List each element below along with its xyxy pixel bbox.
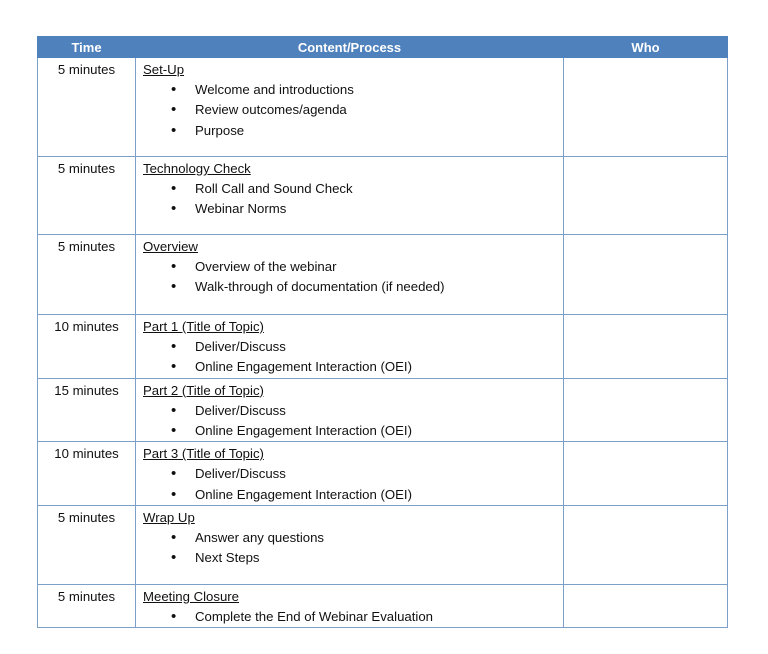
time-cell: 10 minutes (38, 315, 136, 379)
topic-title: Part 3 (Title of Topic) (143, 446, 264, 462)
time-cell: 10 minutes (38, 442, 136, 506)
table-row (38, 505, 728, 584)
content-cell (136, 442, 564, 506)
list-item: • Review outcomes/agenda (171, 100, 556, 120)
table-row (38, 378, 728, 442)
list-item: • Deliver/Discuss (171, 464, 556, 484)
table-row (38, 235, 728, 315)
bullet-list (143, 257, 556, 297)
list-item: • Deliver/Discuss (171, 401, 556, 421)
list-item: • Complete the End of Webinar Evaluation (171, 607, 556, 627)
content-cell (136, 58, 564, 157)
who-cell (564, 315, 728, 379)
content-cell (136, 235, 564, 315)
who-cell (564, 505, 728, 584)
time-cell: 5 minutes (38, 58, 136, 157)
who-cell (564, 378, 728, 442)
topic-title: Meeting Closure (143, 588, 240, 604)
list-item: • Webinar Norms (171, 199, 556, 219)
content-cell (136, 157, 564, 235)
who-cell (564, 235, 728, 315)
list-item: • Answer any questions (171, 528, 556, 548)
who-cell (564, 58, 728, 157)
content-cell (136, 315, 564, 379)
list-item: • Next Steps (171, 548, 556, 568)
table-row (38, 157, 728, 235)
content-cell (136, 378, 564, 442)
bullet-list (143, 528, 556, 568)
table-row (38, 584, 728, 627)
who-cell (564, 584, 728, 627)
list-item: • Online Engagement Interaction (OEI) (171, 357, 556, 377)
bullet-list (143, 80, 556, 141)
header-row (38, 37, 728, 58)
bullet-list (143, 179, 556, 219)
bullet-list (143, 401, 556, 441)
topic-title: Set-Up (143, 62, 185, 77)
time-cell: 15 minutes (38, 378, 136, 442)
bullet-list (143, 607, 556, 627)
table-row (38, 315, 728, 379)
list-item: • Online Engagement Interaction (OEI) (171, 421, 556, 441)
topic-title: Overview (143, 239, 198, 254)
topic-title: Part 2 (Title of Topic) (143, 382, 264, 398)
time-cell: 5 minutes (38, 584, 136, 627)
header-who: Who (564, 37, 728, 58)
header-content: Content/Process (136, 37, 564, 58)
time-cell: 5 minutes (38, 157, 136, 235)
content-cell (136, 505, 564, 584)
time-cell: 5 minutes (38, 235, 136, 315)
list-item: • Deliver/Discuss (171, 337, 556, 357)
list-item: • Online Engagement Interaction (OEI) (171, 485, 556, 505)
topic-title: Wrap Up (143, 509, 195, 525)
header-time: Time (38, 37, 136, 58)
time-cell: 5 minutes (38, 505, 136, 584)
who-cell (564, 157, 728, 235)
table-row (38, 442, 728, 506)
list-item: • Walk-through of documentation (if needed) (171, 277, 556, 297)
list-item: • Purpose (171, 121, 556, 141)
list-item: • Roll Call and Sound Check (171, 179, 556, 199)
bullet-list (143, 464, 556, 504)
list-item: • Overview of the webinar (171, 257, 556, 277)
topic-title: Part 1 (Title of Topic) (143, 319, 264, 334)
who-cell (564, 442, 728, 506)
bullet-list (143, 337, 556, 377)
topic-title: Technology Check (143, 161, 251, 176)
content-cell (136, 584, 564, 627)
list-item: • Welcome and introductions (171, 80, 556, 100)
table-row (38, 58, 728, 157)
agenda-table (37, 36, 728, 628)
